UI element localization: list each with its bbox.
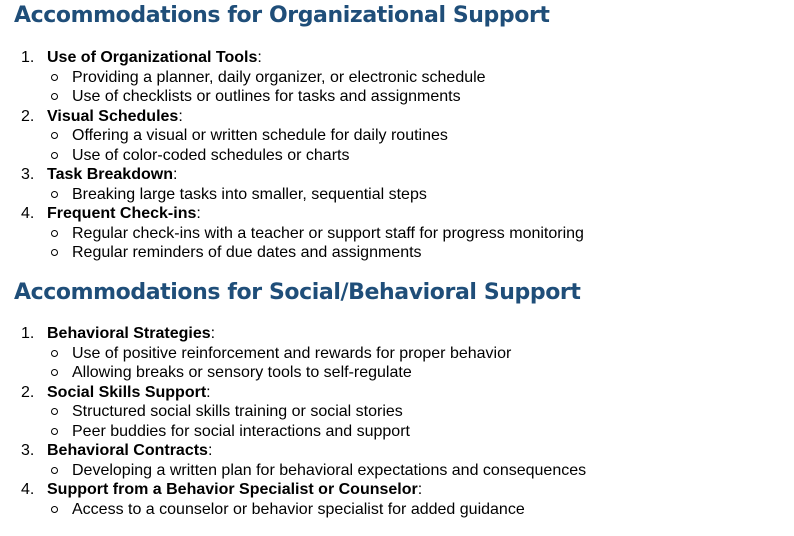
hollow-circle-bullet-icon: [51, 408, 58, 415]
sub-list-item-text: Regular check-ins with a teacher or support staff for progress monitoring: [72, 224, 584, 242]
list-item-heading: Task Breakdown: [47, 166, 173, 183]
list-item-heading: Frequent Check-ins: [47, 205, 197, 222]
sub-list-item-text: Structured social skills training or social stories: [72, 403, 403, 420]
hollow-circle-bullet-icon: [51, 74, 58, 81]
hollow-circle-bullet-icon: [51, 506, 58, 513]
list-item-text: [47, 165, 177, 185]
hollow-circle-bullet-icon: [51, 428, 58, 435]
hollow-circle-bullet-icon: [51, 93, 58, 100]
hollow-circle-bullet-icon: [51, 152, 58, 159]
list-item-heading: Behavioral Strategies: [47, 325, 211, 342]
sub-list-item-text: Offering a visual or written schedule for daily routines: [72, 127, 448, 144]
hollow-circle-bullet-icon: [51, 467, 58, 474]
sub-list-item-text: Breaking large tasks into smaller, sequential steps: [72, 185, 427, 203]
list-item-text: [47, 441, 212, 461]
list-item-number: 4.: [21, 205, 35, 222]
list-item-colon: :: [178, 107, 183, 125]
list-item-colon: :: [172, 166, 178, 183]
list-item-heading: Use of Organizational Tools: [47, 49, 258, 66]
list-item-text: [47, 107, 183, 127]
sub-list-item-text: Allowing breaks or sensory tools to self-regulate: [72, 364, 412, 381]
section-title-social-behavioral: Accommodations for Social/Behavioral Support: [14, 280, 581, 305]
hollow-circle-bullet-icon: [51, 132, 58, 139]
list-item-text: [47, 324, 215, 344]
list-item-colon: :: [206, 383, 211, 401]
sub-list-item-text: Peer buddies for social interactions and support: [72, 422, 410, 440]
list-item-colon: :: [417, 481, 423, 498]
sub-list-item-text: Use of checklists or outlines for tasks and assignments: [72, 88, 461, 105]
list-item-text: [47, 383, 211, 403]
sub-list-item-text: Developing a written plan for behavioral expectations and consequences: [72, 461, 587, 479]
list-item-colon: :: [207, 442, 213, 459]
hollow-circle-bullet-icon: [51, 249, 58, 256]
hollow-circle-bullet-icon: [51, 350, 58, 357]
list-item-text: [47, 480, 422, 500]
list-item-colon: :: [196, 205, 201, 222]
sub-list-item-text: Access to a counselor or behavior specialist for added guidance: [72, 500, 525, 518]
hollow-circle-bullet-icon: [51, 230, 58, 237]
list-item-number: 2.: [21, 383, 35, 401]
list-item-colon: :: [210, 325, 216, 342]
sub-list-item-text: Providing a planner, daily organizer, or electronic schedule: [72, 68, 486, 86]
section-title-organizational: Accommodations for Organizational Support: [14, 3, 550, 28]
hollow-circle-bullet-icon: [51, 191, 58, 198]
sub-list-item-text: Use of color-coded schedules or charts: [72, 146, 350, 164]
list-item-number: 4.: [21, 481, 35, 498]
hollow-circle-bullet-icon: [51, 369, 58, 376]
list-item-number: 2.: [21, 107, 35, 125]
sub-list-item-text: Use of positive reinforcement and rewards for proper behavior: [72, 344, 512, 362]
list-item-text: [47, 204, 201, 224]
list-item-number: 1.: [21, 49, 35, 66]
list-item-text: [47, 48, 262, 68]
list-item-heading: Social Skills Support: [47, 383, 207, 401]
sub-list-item-text: Regular reminders of due dates and assignments: [72, 244, 422, 261]
list-item-heading: Visual Schedules: [47, 107, 179, 125]
list-item-heading: Support from a Behavior Specialist or Counselor: [47, 481, 418, 498]
list-item-number: 1.: [21, 325, 35, 342]
list-item-number: 3.: [21, 166, 35, 183]
list-item-colon: :: [257, 49, 262, 66]
list-item-heading: Behavioral Contracts: [47, 442, 208, 459]
list-item-number: 3.: [21, 442, 35, 459]
